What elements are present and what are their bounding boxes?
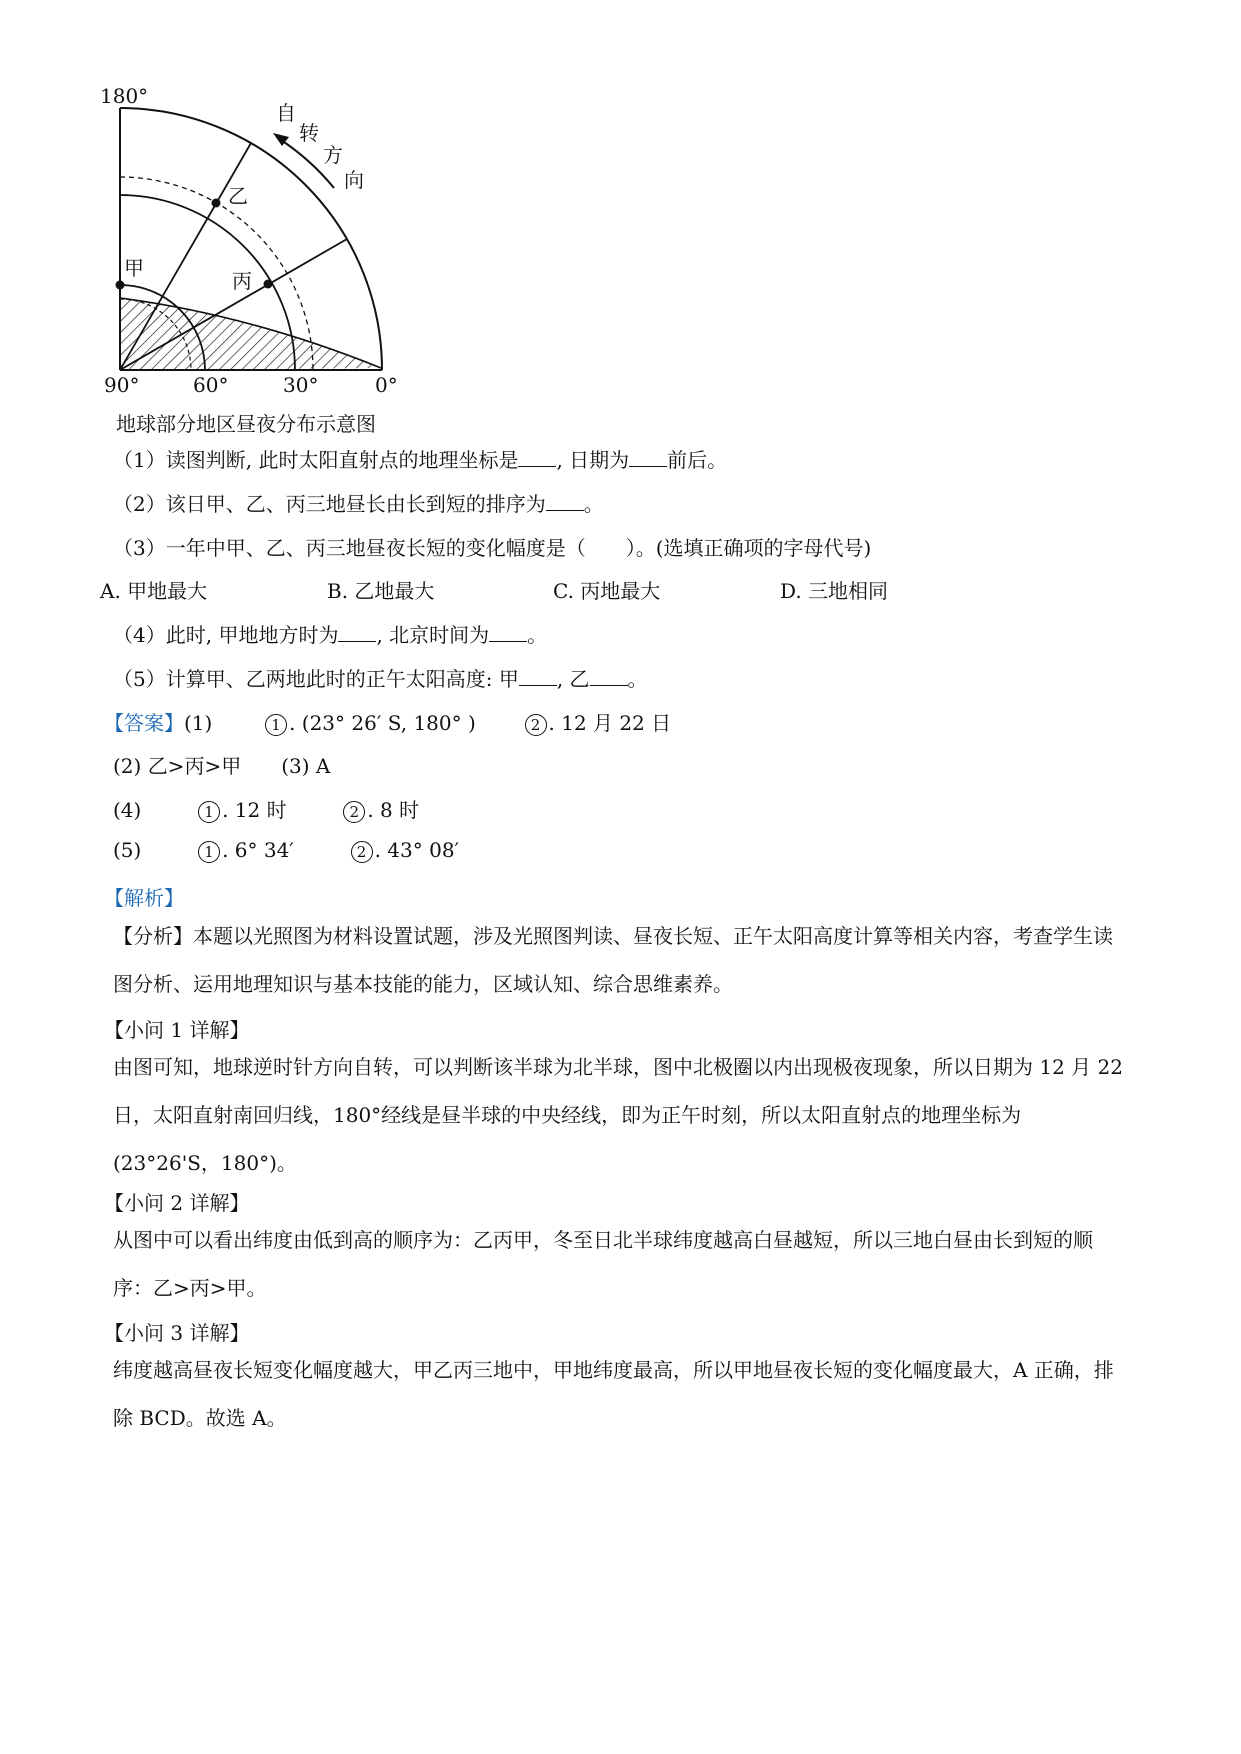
answer-line-4: (5) 1 . 6° 34′ 2 . 43° 08′ — [113, 838, 460, 862]
label-90: 90° — [104, 373, 140, 397]
option-c: C. 丙地最大 — [553, 579, 661, 603]
answer-tag: 【答案】 — [104, 711, 184, 735]
circled-number: 1 — [265, 714, 287, 736]
question-1: （1）读图判断, 此时太阳直射点的地理坐标是 , 日期为 前后。 — [113, 448, 728, 472]
label-fang: 方 — [323, 143, 343, 167]
fenxi-paragraph: 【分析】本题以光照图为材料设置试题，涉及光照图判读、昼夜长短、正午太阳高度计算等相关内容，考查学生读图分析、运用地理知识与基本技能的能力，区域认知、综合思维素养。 — [113, 924, 1113, 996]
figure-caption: 地球部分地区昼夜分布示意图 — [116, 412, 376, 436]
label-60: 60° — [193, 373, 229, 397]
label-jia: 甲 — [124, 256, 144, 280]
circled-number: 2 — [343, 801, 365, 823]
circled-number: 2 — [525, 714, 547, 736]
question-4: （4）此时, 甲地地方时为 , 北京时间为 。 — [113, 623, 548, 647]
question-2: （2）该日甲、乙、丙三地昼长由长到短的排序为 。 — [113, 492, 604, 516]
illumination-diagram — [95, 80, 425, 410]
question-3: （3）一年中甲、乙、丙三地昼夜长短的变化幅度是（ ）。(选填正确项的字母代号) — [113, 536, 872, 560]
point-bing — [264, 280, 273, 289]
sub3-text: 纬度越高昼夜长短变化幅度越大，甲乙丙三地中，甲地纬度最高，所以甲地昼夜长短的变化幅度最大，A 正确，排除 BCD。故选 A。 — [113, 1358, 1114, 1430]
label-0: 0° — [375, 373, 398, 397]
option-d: D. 三地相同 — [780, 579, 889, 603]
circled-number: 2 — [351, 841, 373, 863]
answer-line-3: (4) 1 . 12 时 2 . 8 时 — [113, 798, 420, 822]
sub1-title: 【小问 1 详解】 — [104, 1018, 250, 1042]
fenxi-tag: 【分析】 — [113, 924, 193, 948]
sub2-text: 从图中可以看出纬度由低到高的顺序为：乙丙甲，冬至日北半球纬度越高白昼越短，所以三地白昼由长到短的顺序：乙>丙>甲。 — [113, 1228, 1093, 1300]
label-bing: 丙 — [232, 269, 252, 293]
question-5: （5）计算甲、乙两地此时的正午太阳高度: 甲 , 乙 。 — [113, 667, 648, 691]
label-yi: 乙 — [228, 184, 248, 208]
label-zi: 自 — [276, 101, 296, 125]
circled-number: 1 — [198, 801, 220, 823]
label-30: 30° — [283, 373, 319, 397]
point-yi — [212, 199, 221, 208]
sub2-title: 【小问 2 详解】 — [104, 1191, 250, 1215]
option-b: B. 乙地最大 — [327, 579, 435, 603]
sub3-title: 【小问 3 详解】 — [104, 1321, 250, 1345]
sub1-text: 由图可知，地球逆时针方向自转，可以判断该半球为北半球，图中北极圈以内出现极夜现象，所以日期为 12 月 22 日，太阳直射南回归线，180°经线是昼半球的中央经线，即为正午时刻，所以太阳直射点的地理坐标为(23°26'S，180°)。 — [113, 1055, 1123, 1175]
analysis-tag: 【解析】 — [104, 886, 184, 910]
label-180: 180° — [100, 84, 149, 108]
night-area — [120, 298, 381, 370]
answer-line-2: (2) 乙>丙>甲 (3) A — [113, 754, 331, 778]
answer-line-1: 【答案】(1) 1 . (23° 26′ S, 180° ) 2 . 12 月 22 日 — [104, 711, 672, 735]
circled-number: 1 — [198, 841, 220, 863]
option-a: A. 甲地最大 — [100, 579, 208, 603]
label-xiang: 向 — [344, 168, 364, 192]
point-jia — [116, 281, 125, 290]
label-zhuan: 转 — [299, 121, 319, 145]
